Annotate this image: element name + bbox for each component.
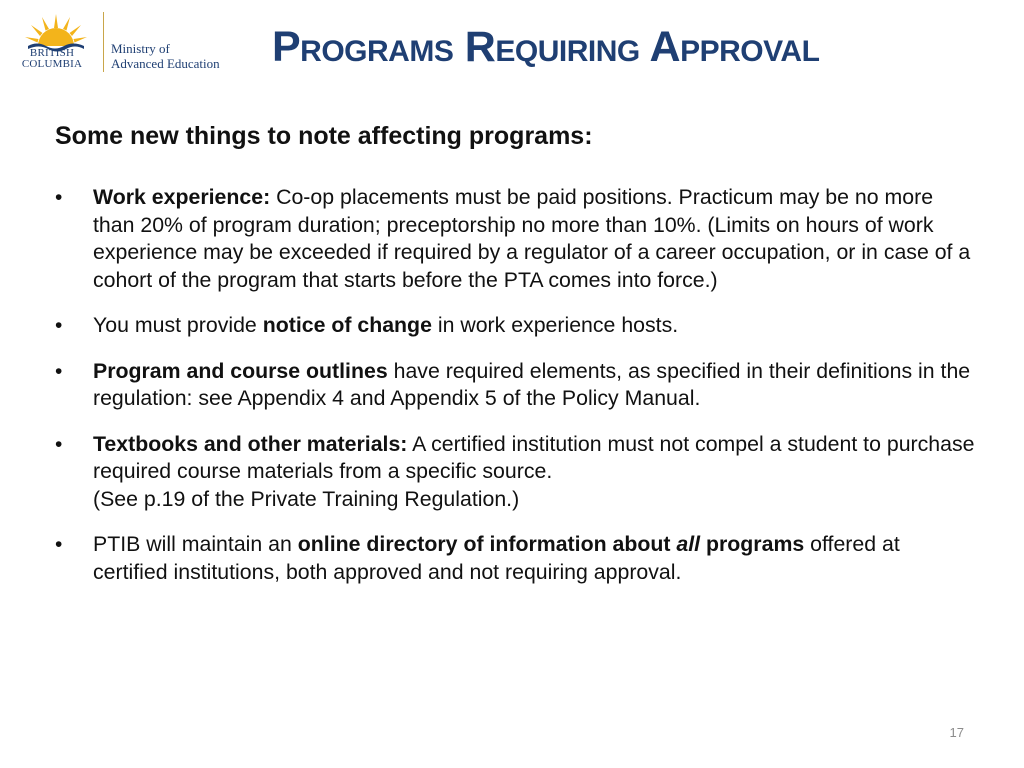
bullet-text xyxy=(93,185,970,292)
bullet-text xyxy=(93,432,974,511)
bullet-list xyxy=(55,184,975,604)
bullet-text-run: A certified institution must not compel a student to purchase required course materials from a specific source. xyxy=(93,431,975,483)
bullet-text-run: offered at certified institutions, both approved and not requiring approval. xyxy=(93,532,900,584)
bullet-emphasis: notice of change xyxy=(262,313,432,337)
bullet-item xyxy=(55,431,975,514)
bullet-emphasis: Program and course outlines xyxy=(93,358,388,383)
bullet-item xyxy=(55,184,975,294)
bullet-emphasis: Work experience: xyxy=(93,185,271,209)
bullet-text-run: (See p.19 of the Private Training Regulation.) xyxy=(93,486,520,511)
bullet-item xyxy=(55,531,975,586)
bullet-text-run: have required elements, as specified in their definitions in the regulation: see Appendix 4 and Appendix 5 of the Policy Manual. xyxy=(93,358,971,410)
ministry-line1: Ministry of xyxy=(111,41,170,56)
bc-wordmark-line1: BRITISH xyxy=(29,47,75,59)
slide-title: Programs Requiring Approval xyxy=(272,23,820,71)
bullet-item xyxy=(55,312,975,340)
bullet-text-run: PTIB will maintain an xyxy=(93,532,298,556)
bc-ministry-logo xyxy=(10,8,230,78)
bullet-emphasis: Textbooks and other materials: xyxy=(93,431,408,456)
bullet-text-run: Co-op placements must be paid positions. Practicum may be no more than 20% of program duration; preceptorship no more than 10%. (Limits on hours of work experience may be exceeded if required by a regulator of a career occupation, or in case of a cohort of the program that starts before the PTA comes into force.) xyxy=(93,185,971,292)
bullet-marker: • xyxy=(55,314,63,337)
bullet-text-run: You must provide xyxy=(93,313,263,337)
bullet-emphasis: programs xyxy=(700,532,805,556)
bullet-text xyxy=(93,532,900,584)
bullet-text xyxy=(93,359,970,411)
bc-wordmark xyxy=(10,48,94,70)
bullet-marker: • xyxy=(55,533,63,556)
bullet-marker: • xyxy=(55,186,63,209)
bullet-emphasis: online directory of information about xyxy=(297,532,677,556)
bc-wordmark-line2: COLUMBIA xyxy=(21,58,83,70)
slide-subtitle: Some new things to note affecting programs: xyxy=(55,122,593,150)
bullet-text-run: in work experience hosts. xyxy=(431,313,679,337)
bullet-item xyxy=(55,358,975,413)
logo-divider xyxy=(103,12,104,72)
ministry-line2: Advanced Education xyxy=(111,56,220,71)
bullet-emphasis: all xyxy=(676,532,701,556)
bullet-text xyxy=(93,313,678,337)
bullet-marker: • xyxy=(55,432,63,456)
page-number: 17 xyxy=(949,725,964,740)
bullet-marker: • xyxy=(55,359,63,383)
ministry-name xyxy=(111,41,220,71)
